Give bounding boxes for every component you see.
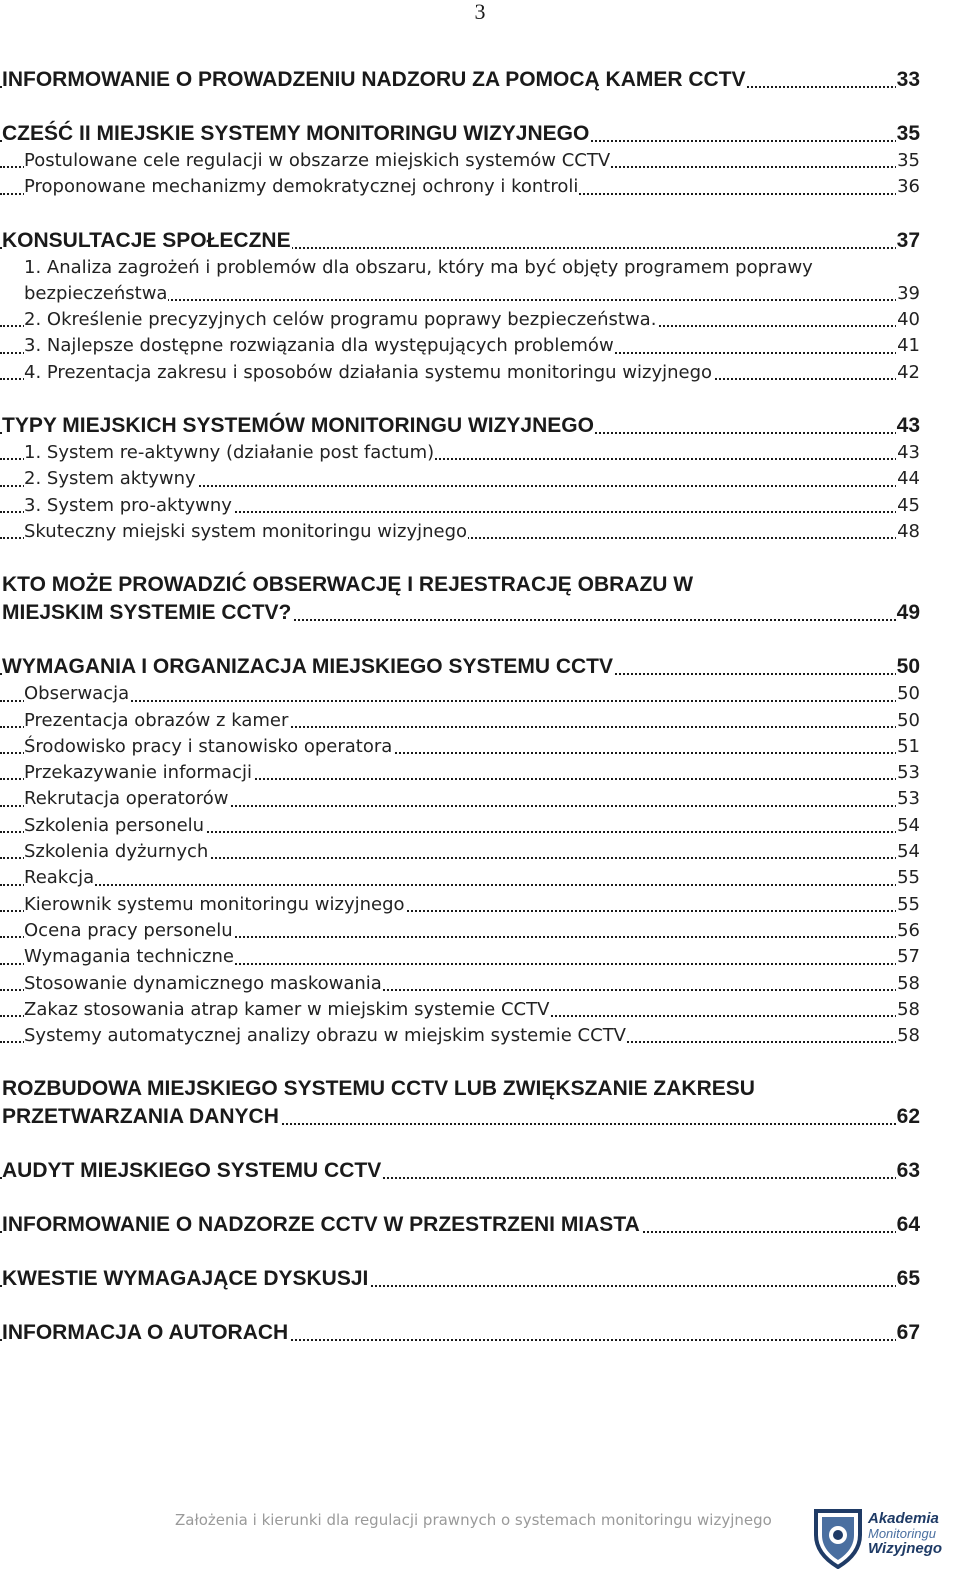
toc-entry-title: Systemy automatycznej analizy obrazu w miejskim systemie CCTV — [24, 1025, 626, 1047]
toc-chapter-entry[interactable] — [0, 571, 920, 627]
toc-section-entry[interactable] — [0, 466, 920, 492]
toc-page-number: 43 — [896, 412, 920, 440]
toc-chapter-entry[interactable] — [0, 227, 920, 255]
toc-section-entry[interactable] — [0, 892, 920, 918]
toc-section-entry[interactable] — [0, 760, 920, 786]
toc-section-entry[interactable] — [0, 918, 920, 944]
toc-entry-title: ROZBUDOWA MIEJSKIEGO SYSTEMU CCTV LUB ZWIĘKSZANIE ZAKRESU — [2, 1077, 755, 1101]
toc-page-number: 44 — [896, 466, 920, 492]
toc-entry-title-continued: MIEJSKIM SYSTEMIE CCTV? — [2, 601, 292, 625]
toc-chapter-entry[interactable] — [0, 66, 920, 94]
toc-entry-title: Proponowane mechanizmy demokratycznej ochrony i kontroli — [24, 176, 579, 198]
toc-page-number: 41 — [896, 333, 920, 359]
toc-section-entry[interactable] — [0, 944, 920, 970]
toc-entry-title: 3. System pro-aktywny — [24, 494, 232, 516]
toc-section-entry[interactable] — [0, 1023, 920, 1049]
toc-page-number: 56 — [896, 918, 920, 944]
akademia-logo — [810, 1505, 952, 1569]
toc-page-number: 55 — [896, 892, 920, 918]
toc-section-entry[interactable] — [0, 440, 920, 466]
toc-chapter-entry[interactable] — [0, 1075, 920, 1131]
toc-page-number: 35 — [896, 148, 920, 174]
toc-entry-title: Stosowanie dynamicznego maskowania — [24, 972, 382, 994]
toc-entry-title: WYMAGANIA I ORGANIZACJA MIEJSKIEGO SYSTEMU CCTV — [2, 655, 613, 679]
toc-section-entry[interactable] — [0, 307, 920, 333]
toc-page-number: 65 — [896, 1265, 920, 1293]
toc-page-number: 55 — [896, 865, 920, 891]
toc-entry-title: 1. Analiza zagrożeń i problemów dla obszaru, który ma być objęty programem poprawy — [24, 256, 813, 278]
toc-entry-title: INFORMACJA O AUTORACH — [2, 1321, 289, 1345]
toc-page-number: 67 — [896, 1319, 920, 1347]
toc-page-number: 48 — [896, 519, 920, 545]
toc-entry-title: TYPY MIEJSKICH SYSTEMÓW MONITORINGU WIZYJNEGO — [2, 414, 594, 438]
toc-entry-title: INFORMOWANIE O PROWADZENIU NADZORU ZA POMOCĄ KAMER CCTV — [2, 68, 746, 91]
toc-entry-title: Przekazywanie informacji — [24, 762, 252, 784]
toc-section-entry[interactable] — [0, 865, 920, 891]
table-of-contents — [0, 66, 920, 1347]
toc-section-entry[interactable] — [0, 681, 920, 707]
toc-entry-title-continued: bezpieczeństwa — [24, 282, 168, 304]
toc-entry-title: Reakcja — [24, 867, 95, 889]
toc-entry-title: Szkolenia personelu — [24, 814, 205, 836]
toc-entry-title: Zakaz stosowania atrap kamer w miejskim systemie CCTV — [24, 998, 550, 1020]
toc-page-number: 58 — [896, 997, 920, 1023]
toc-entry-title: Kierownik systemu monitoringu wizyjnego — [24, 893, 405, 915]
toc-section-entry[interactable] — [0, 708, 920, 734]
toc-entry-title: Rekrutacja operatorów — [24, 788, 229, 810]
footer-title: Założenia i kierunki dla regulacji prawnych o systemach monitoringu wizyjnego — [175, 1511, 772, 1529]
toc-page-number: 39 — [896, 281, 920, 307]
toc-chapter-entry[interactable] — [0, 120, 920, 148]
toc-section-entry[interactable] — [0, 971, 920, 997]
toc-section-entry[interactable] — [0, 148, 920, 174]
toc-section-entry[interactable] — [0, 255, 920, 308]
toc-entry-title: Prezentacja obrazów z kamer — [24, 709, 289, 731]
toc-page-number: 54 — [896, 839, 920, 865]
toc-page-number: 49 — [896, 599, 920, 627]
toc-entry-title: Obserwacja — [24, 683, 130, 705]
toc-section-entry[interactable] — [0, 997, 920, 1023]
toc-entry-title: INFORMOWANIE O NADZORZE CCTV W PRZESTRZENI MIASTA — [2, 1213, 640, 1237]
toc-page-number: 64 — [896, 1211, 920, 1239]
toc-page-number: 42 — [896, 360, 920, 386]
toc-entry-title-continued: PRZETWARZANIA DANYCH — [2, 1105, 279, 1129]
toc-page-number: 43 — [896, 440, 920, 466]
toc-entry-title: Szkolenia dyżurnych — [24, 841, 209, 863]
toc-page-number: 50 — [896, 653, 920, 681]
toc-entry-title: 2. System aktywny — [24, 468, 196, 490]
toc-entry-title: KTO MOŻE PROWADZIĆ OBSERWACJĘ I REJESTRACJĘ OBRAZU W — [2, 573, 694, 597]
logo-line-3: Wizyjnego — [868, 1540, 943, 1557]
toc-page-number: 63 — [896, 1157, 920, 1185]
toc-section-entry[interactable] — [0, 813, 920, 839]
toc-section-entry[interactable] — [0, 174, 920, 200]
toc-section-entry[interactable] — [0, 786, 920, 812]
toc-page-number: 53 — [896, 760, 920, 786]
toc-chapter-entry[interactable] — [0, 412, 920, 440]
toc-page-number: 62 — [896, 1103, 920, 1131]
toc-entry-title: KWESTIE WYMAGAJĄCE DYSKUSJI — [2, 1267, 369, 1291]
logo-wordmark — [868, 1511, 942, 1556]
toc-page-number: 58 — [896, 1023, 920, 1049]
toc-page-number: 50 — [896, 681, 920, 707]
toc-chapter-entry[interactable] — [0, 653, 920, 681]
toc-entry-title: Skuteczny miejski system monitoringu wizyjnego — [24, 520, 468, 542]
toc-page-number: 40 — [896, 307, 920, 333]
toc-page-number: 37 — [896, 227, 920, 255]
toc-entry-title: Wymagania techniczne — [24, 946, 234, 968]
toc-page-number: 45 — [896, 493, 920, 519]
toc-chapter-entry[interactable] — [0, 1265, 920, 1293]
toc-entry-title: Środowisko pracy i stanowisko operatora — [24, 735, 393, 757]
toc-chapter-entry[interactable] — [0, 1319, 920, 1347]
toc-section-entry[interactable] — [0, 519, 920, 545]
toc-section-entry[interactable] — [0, 734, 920, 760]
toc-chapter-entry[interactable] — [0, 1211, 920, 1239]
shield-camera-icon — [810, 1505, 866, 1569]
toc-entry-title: Postulowane cele regulacji w obszarze miejskich systemów CCTV — [24, 150, 611, 171]
toc-chapter-entry[interactable] — [0, 1157, 920, 1185]
toc-section-entry[interactable] — [0, 360, 920, 386]
toc-page-number: 57 — [896, 944, 920, 970]
toc-entry-title: 2. Określenie precyzyjnych celów programu poprawy bezpieczeństwa. — [24, 309, 657, 331]
toc-entry-title: Ocena pracy personelu — [24, 919, 233, 941]
toc-page-number: 35 — [896, 120, 920, 148]
logo-line-2: Monitoringu — [868, 1526, 936, 1541]
toc-section-entry[interactable] — [0, 493, 920, 519]
logo-line-1: Akademia — [868, 1510, 939, 1527]
toc-entry-title: CZEŚĆ II MIEJSKIE SYSTEMY MONITORINGU WIZYJNEGO — [2, 122, 590, 145]
toc-entry-title: KONSULTACJE SPOŁECZNE — [2, 228, 291, 252]
toc-entry-title: 3. Najlepsze dostępne rozwiązania dla występujących problemów — [24, 335, 614, 357]
toc-page-number: 53 — [896, 786, 920, 812]
toc-page-number: 51 — [896, 734, 920, 760]
toc-entry-title: 1. System re-aktywny (działanie post factum) — [24, 442, 435, 464]
page-number: 3 — [474, 0, 486, 24]
toc-page-number: 54 — [896, 813, 920, 839]
toc-entry-title: 4. Prezentacja zakresu i sposobów działania systemu monitoringu wizyjnego — [24, 361, 713, 383]
toc-page-number: 36 — [896, 174, 920, 200]
toc-section-entry[interactable] — [0, 839, 920, 865]
toc-entry-title: AUDYT MIEJSKIEGO SYSTEMU CCTV — [2, 1159, 382, 1183]
page-footer — [0, 1509, 960, 1579]
toc-section-entry[interactable] — [0, 333, 920, 359]
toc-page-number: 58 — [896, 971, 920, 997]
toc-page-number: 50 — [896, 708, 920, 734]
toc-page-number: 33 — [896, 66, 920, 94]
